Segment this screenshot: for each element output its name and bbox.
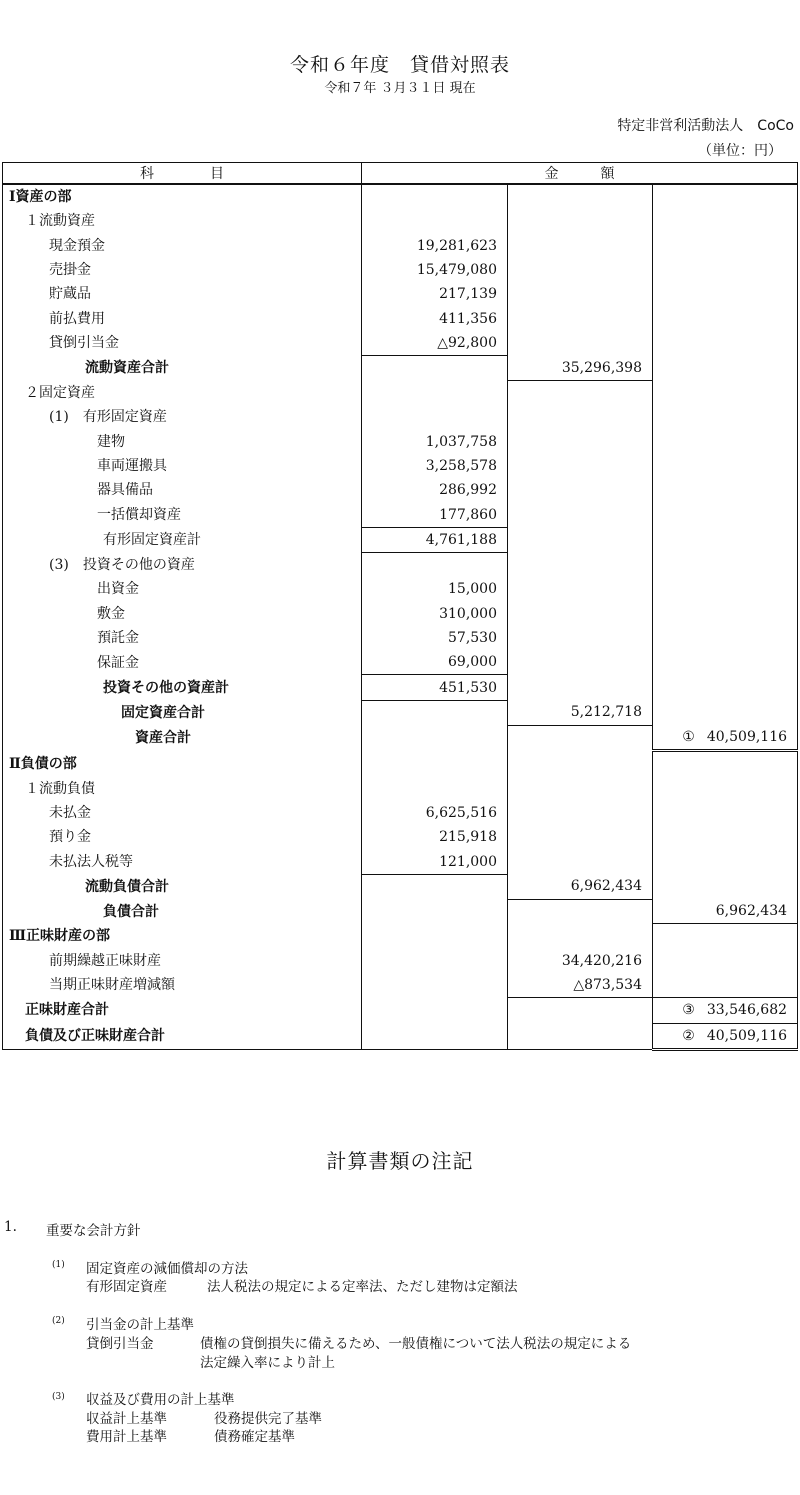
subtotal-amount xyxy=(508,429,653,453)
table-row xyxy=(3,502,798,527)
total-amount xyxy=(653,209,798,233)
table-row xyxy=(3,234,798,258)
balance-sheet-table xyxy=(2,162,798,1051)
table-row xyxy=(3,725,798,751)
row-label: 正味財産合計 xyxy=(3,998,362,1023)
detail-amount xyxy=(362,577,508,601)
amount-value: △92,800 xyxy=(437,334,497,351)
table-row xyxy=(3,973,798,998)
notes-title: 計算書類の注記 xyxy=(326,1149,474,1173)
note-item-key: 貸倒引当金 xyxy=(86,1336,154,1352)
detail-amount xyxy=(362,924,508,949)
amount-value: 40,509,116 xyxy=(706,1027,788,1044)
note-item-value-continued: 法定繰入率により計上 xyxy=(200,1355,335,1371)
table-row xyxy=(3,602,798,626)
amount-value: 40,509,116 xyxy=(706,729,788,746)
row-label: １流動資産 xyxy=(3,209,362,233)
table-row xyxy=(3,478,798,502)
row-label: ２固定資産 xyxy=(3,380,362,405)
table-row xyxy=(3,1023,798,1049)
amount-value: 6,962,434 xyxy=(715,903,788,920)
amount-value: 15,000 xyxy=(448,581,497,598)
table-row xyxy=(3,850,798,875)
detail-amount xyxy=(362,850,508,875)
row-label: 建物 xyxy=(3,429,362,453)
amount-value: 310,000 xyxy=(439,605,497,622)
total-amount xyxy=(653,924,798,949)
detail-amount xyxy=(362,675,508,700)
row-label: 保証金 xyxy=(3,650,362,675)
circled-number-mark: ② xyxy=(682,1027,695,1044)
detail-amount xyxy=(362,454,508,478)
row-label: 固定資産合計 xyxy=(3,700,362,725)
detail-amount xyxy=(362,552,508,577)
row-label: １流動負債 xyxy=(3,777,362,801)
detail-amount xyxy=(362,973,508,998)
row-label: 預り金 xyxy=(3,825,362,849)
row-label: 資産合計 xyxy=(3,725,362,751)
note-item-heading: 収益及び費用の計上基準 xyxy=(86,1392,235,1408)
detail-amount xyxy=(362,184,508,209)
row-label: 売掛金 xyxy=(3,258,362,282)
table-row xyxy=(3,899,798,924)
detail-amount xyxy=(362,700,508,725)
table-row xyxy=(3,209,798,233)
detail-amount xyxy=(362,306,508,330)
total-amount xyxy=(653,725,798,751)
table-row xyxy=(3,825,798,849)
detail-amount xyxy=(362,998,508,1023)
subtotal-amount xyxy=(508,234,653,258)
row-label: 一括償却資産 xyxy=(3,502,362,527)
subtotal-amount xyxy=(508,949,653,973)
detail-amount xyxy=(362,234,508,258)
row-label: 投資その他の資産計 xyxy=(3,675,362,700)
total-amount xyxy=(653,282,798,306)
table-row xyxy=(3,924,798,949)
circled-number-mark: ③ xyxy=(682,1002,695,1019)
amount-value: 1,037,758 xyxy=(425,433,497,450)
table-header-row xyxy=(3,163,798,185)
total-amount xyxy=(653,454,798,478)
row-label: 当期正味財産増減額 xyxy=(3,973,362,998)
amount-value: 177,860 xyxy=(439,506,497,523)
amount-value: 6,962,434 xyxy=(570,878,642,895)
amount-value: 411,356 xyxy=(439,310,497,327)
note-item-number: (3) xyxy=(52,1392,65,1402)
table-row xyxy=(3,874,798,899)
row-label: 流動資産合計 xyxy=(3,356,362,381)
document-date: 令和７年 ３月３１日 現在 xyxy=(324,81,476,96)
total-amount xyxy=(653,478,798,502)
amount-value: 451,530 xyxy=(439,679,497,696)
total-amount xyxy=(653,552,798,577)
subtotal-amount xyxy=(508,184,653,209)
amount-value: 217,139 xyxy=(439,286,497,303)
row-label: 有形固定資産計 xyxy=(3,527,362,552)
detail-amount xyxy=(362,282,508,306)
row-label: 前期繰越正味財産 xyxy=(3,949,362,973)
subtotal-amount xyxy=(508,725,653,751)
subtotal-amount xyxy=(508,700,653,725)
row-label: 前払費用 xyxy=(3,306,362,330)
row-label: 貯蔵品 xyxy=(3,282,362,306)
subtotal-amount xyxy=(508,973,653,998)
total-amount xyxy=(653,825,798,849)
subtotal-amount xyxy=(508,801,653,825)
row-label: 現金預金 xyxy=(3,234,362,258)
table-row xyxy=(3,949,798,973)
amount-value: 5,212,718 xyxy=(570,704,642,721)
subtotal-amount xyxy=(508,1023,653,1049)
subtotal-amount xyxy=(508,454,653,478)
detail-amount xyxy=(362,751,508,777)
detail-amount xyxy=(362,725,508,751)
detail-amount xyxy=(362,650,508,675)
detail-amount xyxy=(362,874,508,899)
table-row xyxy=(3,331,798,356)
total-amount xyxy=(653,356,798,381)
table-row xyxy=(3,777,798,801)
row-label: 未払金 xyxy=(3,801,362,825)
table-row xyxy=(3,356,798,381)
total-amount xyxy=(653,429,798,453)
total-amount xyxy=(653,234,798,258)
detail-amount xyxy=(362,502,508,527)
subtotal-amount xyxy=(508,850,653,875)
total-amount xyxy=(653,331,798,356)
table-row xyxy=(3,527,798,552)
subtotal-amount xyxy=(508,899,653,924)
table-row xyxy=(3,801,798,825)
detail-amount xyxy=(362,356,508,381)
row-label: 出資金 xyxy=(3,577,362,601)
subtotal-amount xyxy=(508,751,653,777)
total-amount xyxy=(653,850,798,875)
detail-amount xyxy=(362,405,508,429)
organization-name: 特定非営利活動法人 CoCo xyxy=(617,118,794,134)
table-row xyxy=(3,626,798,650)
amount-header: 金 額 xyxy=(362,163,798,185)
subtotal-amount xyxy=(508,777,653,801)
subtotal-amount xyxy=(508,577,653,601)
row-label: (1) 有形固定資産 xyxy=(3,405,362,429)
detail-amount xyxy=(362,949,508,973)
subtotal-amount xyxy=(508,527,653,552)
total-amount xyxy=(653,675,798,700)
total-amount xyxy=(653,801,798,825)
row-label: Ⅱ負債の部 xyxy=(3,751,362,777)
notes-section-heading: 重要な会計方針 xyxy=(46,1223,141,1239)
detail-amount xyxy=(362,209,508,233)
table-row xyxy=(3,998,798,1023)
row-label: 敷金 xyxy=(3,602,362,626)
subtotal-amount xyxy=(508,998,653,1023)
table-row xyxy=(3,650,798,675)
total-amount xyxy=(653,527,798,552)
row-label: 車両運搬具 xyxy=(3,454,362,478)
table-row xyxy=(3,675,798,700)
subtotal-amount xyxy=(508,552,653,577)
total-amount xyxy=(653,380,798,405)
table-row xyxy=(3,552,798,577)
detail-amount xyxy=(362,331,508,356)
amount-value: 121,000 xyxy=(439,853,497,870)
total-amount xyxy=(653,973,798,998)
row-label: 未払法人税等 xyxy=(3,850,362,875)
amount-value: △873,534 xyxy=(573,977,642,994)
note-item-key: 収益計上基準 xyxy=(86,1411,167,1427)
total-amount xyxy=(653,602,798,626)
detail-amount xyxy=(362,626,508,650)
total-amount xyxy=(653,626,798,650)
row-label: 器具備品 xyxy=(3,478,362,502)
subtotal-amount xyxy=(508,380,653,405)
table-row xyxy=(3,700,798,725)
note-item-value: 債務確定基準 xyxy=(214,1429,295,1445)
table-row xyxy=(3,429,798,453)
note-item-key: 費用計上基準 xyxy=(86,1429,167,1445)
note-item-heading: 引当金の計上基準 xyxy=(86,1317,194,1333)
subtotal-amount xyxy=(508,602,653,626)
total-amount xyxy=(653,777,798,801)
detail-amount xyxy=(362,602,508,626)
note-item-heading: 固定資産の減価償却の方法 xyxy=(86,1261,248,1277)
row-label: 負債合計 xyxy=(3,899,362,924)
amount-value: 35,296,398 xyxy=(561,359,642,376)
subtotal-amount xyxy=(508,502,653,527)
subtotal-amount xyxy=(508,874,653,899)
detail-amount xyxy=(362,527,508,552)
subtotal-amount xyxy=(508,924,653,949)
amount-value: 4,761,188 xyxy=(425,531,497,548)
amount-value: 6,625,516 xyxy=(425,805,497,822)
subtotal-amount xyxy=(508,282,653,306)
total-amount xyxy=(653,306,798,330)
detail-amount xyxy=(362,429,508,453)
subtotal-amount xyxy=(508,650,653,675)
note-item-number: (2) xyxy=(52,1316,65,1326)
amount-value: 286,992 xyxy=(439,482,497,499)
subtotal-amount xyxy=(508,331,653,356)
table-row xyxy=(3,380,798,405)
subtotal-amount xyxy=(508,258,653,282)
document-title: 令和６年度 貸借対照表 xyxy=(289,54,510,76)
table-row xyxy=(3,184,798,209)
note-item-key: 有形固定資産 xyxy=(86,1279,167,1295)
row-label: (3) 投資その他の資産 xyxy=(3,552,362,577)
subtotal-amount xyxy=(508,356,653,381)
subject-header: 科 目 xyxy=(3,163,362,185)
detail-amount xyxy=(362,1023,508,1049)
total-amount xyxy=(653,1023,798,1049)
detail-amount xyxy=(362,825,508,849)
detail-amount xyxy=(362,258,508,282)
amount-value: 215,918 xyxy=(439,829,497,846)
row-label: 預託金 xyxy=(3,626,362,650)
total-amount xyxy=(653,751,798,777)
table-row xyxy=(3,751,798,777)
amount-value: 57,530 xyxy=(448,629,497,646)
row-label: 負債及び正味財産合計 xyxy=(3,1023,362,1049)
row-label: 貸倒引当金 xyxy=(3,331,362,356)
note-item-number: (1) xyxy=(52,1260,65,1270)
total-amount xyxy=(653,949,798,973)
detail-amount xyxy=(362,777,508,801)
detail-amount xyxy=(362,478,508,502)
total-amount xyxy=(653,502,798,527)
amount-value: 15,479,080 xyxy=(416,262,497,279)
table-row xyxy=(3,282,798,306)
table-row xyxy=(3,306,798,330)
notes-section-number: 1. xyxy=(4,1219,17,1235)
table-row xyxy=(3,577,798,601)
total-amount xyxy=(653,998,798,1023)
subtotal-amount xyxy=(508,209,653,233)
total-amount xyxy=(653,577,798,601)
subtotal-amount xyxy=(508,626,653,650)
amount-value: 19,281,623 xyxy=(416,237,497,254)
subtotal-amount xyxy=(508,825,653,849)
table-row xyxy=(3,405,798,429)
note-item-value: 債権の貸倒損失に備えるため、一般債権について法人税法の規定による xyxy=(200,1336,632,1352)
note-item-value: 役務提供完了基準 xyxy=(214,1411,322,1427)
amount-value: 33,546,682 xyxy=(706,1002,788,1019)
amount-value: 34,420,216 xyxy=(561,952,642,969)
total-amount xyxy=(653,184,798,209)
detail-amount xyxy=(362,801,508,825)
row-label: Ⅰ資産の部 xyxy=(3,184,362,209)
row-label: 流動負債合計 xyxy=(3,874,362,899)
total-amount xyxy=(653,700,798,725)
subtotal-amount xyxy=(508,306,653,330)
total-amount xyxy=(653,874,798,899)
amount-value: 69,000 xyxy=(448,654,497,671)
detail-amount xyxy=(362,899,508,924)
detail-amount xyxy=(362,380,508,405)
subtotal-amount xyxy=(508,478,653,502)
currency-unit: （単位：円） xyxy=(698,143,782,159)
subtotal-amount xyxy=(508,405,653,429)
total-amount xyxy=(653,405,798,429)
note-item-value: 法人税法の規定による定率法、ただし建物は定額法 xyxy=(207,1279,518,1295)
total-amount xyxy=(653,650,798,675)
table-row xyxy=(3,454,798,478)
table-row xyxy=(3,258,798,282)
row-label: Ⅲ正味財産の部 xyxy=(3,924,362,949)
total-amount xyxy=(653,899,798,924)
total-amount xyxy=(653,258,798,282)
circled-number-mark: ① xyxy=(682,729,695,746)
amount-value: 3,258,578 xyxy=(425,457,497,474)
subtotal-amount xyxy=(508,675,653,700)
